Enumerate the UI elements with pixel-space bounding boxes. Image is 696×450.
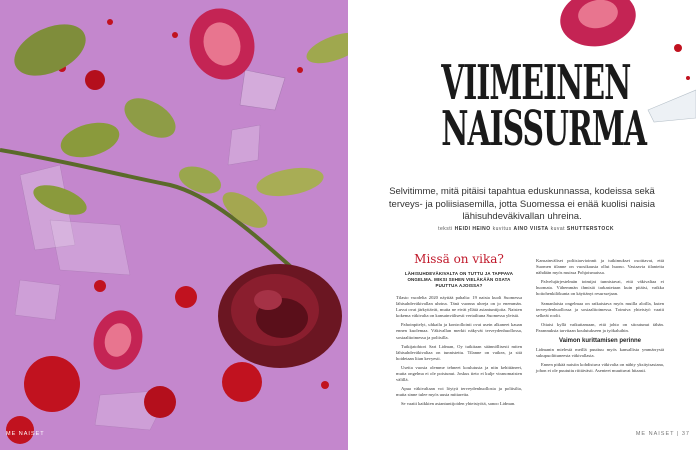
article-lead: Selvitimme, mitä pitäisi tapahtua eduskunnassa, kodeissa sekä terveys- ja poliisiasemilla, jotta Suomessa ei enää kuolisi naisia lähisuhdeväkivallan uhreina. xyxy=(388,186,656,222)
body-paragraph: Pahoinpitelyt, uhkailu ja kontrollointi ovat usein alkaneet kauan ennen kuolemaa. Väkivallan merkit näkyvät terveydenhuollossa, sosiaalitoimessa ja poliisilla. xyxy=(396,322,522,340)
subheading: Vaimon kurittamisen perinne xyxy=(558,338,642,345)
body-paragraph: Ottaisi kyllä vaikuttamaan, että johto on sitoutunut tähän. Parannuksia tarvitaan koulutukseen ja työkaluihin. xyxy=(536,321,664,333)
byline-images-name: SHUTTERSTOCK xyxy=(566,226,614,232)
body-column-left xyxy=(396,252,522,411)
article-page xyxy=(348,0,696,450)
body-paragraph: Samanlaista ongelmaa on ratkaistava myös muilla aloilla, kuten terveydenhuollossa ja sosiaalitoimessa. Toimiva yhteistyö vaatii selkeät roolit. xyxy=(536,300,664,318)
folio-separator: | xyxy=(676,431,682,437)
section-title: Missä on vika? xyxy=(414,252,504,266)
body-paragraph: Useita vuosia olemme tehneet koulutusta ja niin kehittäneet, mutta ongelma ei ole poistunut. Joskus tieto ei kulje viranomaisten välillä. xyxy=(396,364,522,383)
headline-line-1: VIIMEINEN xyxy=(441,55,631,111)
body-paragraph: Ennen pitkää naisiin kohdistuva väkivalta on nähty yksityisasiana, johon ei ole puututtu riittävästi. Asenteet muuttuvat hitaasti. xyxy=(536,362,664,374)
article-headline xyxy=(441,55,647,157)
body-paragraph: Se vaatii kaikkien asiantuntijoiden yhteistyötä, sanoo Lidman. xyxy=(401,401,516,407)
byline xyxy=(368,226,684,232)
byline-images-label: kuvat xyxy=(550,226,566,232)
folio-left: ME NAISET xyxy=(6,431,45,437)
byline-photo-label: kuvitus xyxy=(492,226,512,232)
body-paragraph: Tilasto vuodelta 2020 näyttää pahalta: 19 naista kuoli Suomessa lähisuhdeväkivallan uhrina. Tänä vuonna uhreja on jo enemmän. Luvut ovat järkyttävät, mutta ne eivät yllätä asiantuntijoita. Naisten kokema väkivalta on kansainvälisesti vertailtuna Suomessa yleistä. xyxy=(396,295,522,319)
byline-text-name: HEIDI HEINO xyxy=(454,226,491,232)
page-number: 37 xyxy=(681,431,690,437)
headline-line-2: NAISSURMA xyxy=(441,101,647,157)
byline-text-label: teksti xyxy=(438,226,453,232)
folio-right-label: ME NAISET xyxy=(635,431,675,437)
body-paragraph: Lidmanin mielestä meillä puuttuu myös kansallista ymmärrystä sukupuolittuneesta väkivallasta. xyxy=(536,347,664,359)
body-paragraph: Kansainväliset poliisiarvioinnit ja tutkimukset osoittavat, että Suomen tilanne on vuosikausia ollut huono. Vastaavia tilanteita nähdään myös muissa Pohjoismaissa. xyxy=(536,258,664,276)
byline-photo-name: AINO VIISTA xyxy=(513,226,549,232)
body-column-right xyxy=(536,258,664,378)
folio-right xyxy=(636,431,690,437)
body-paragraph: Tutkijatohtori Sari Lidman, Oy tutkitaan säännöllisesti miten lähisuhdeväkivaltaa on tunnistettu. Tilanne on vaikea, ja sitä hoidetaan liian kevyesti. xyxy=(396,343,522,361)
body-paragraph: Apua väkivaltaan voi löytyä terveydenhuollosta ja poliisilta, mutta sinne tulee myös uusia mittareita. xyxy=(396,386,522,398)
section-kicker: LÄHISUHDEVÄKIVALTA ON TUTTU JA TAPPAVA ONGELMA. MIKSI SIIHEN VIELÄKÄÄN OSATA PUUTTUA AJOISSA? xyxy=(404,271,514,288)
body-paragraph: Palvelujärjestelmän toimijat tunnistavat, että väkivaltaa ei huomata. Vähemmän ihmisiä tarkastetaan kuin pitäisi, vaikka hoitohenkilökunta on käyttänyt resurssejaan. xyxy=(536,279,664,297)
